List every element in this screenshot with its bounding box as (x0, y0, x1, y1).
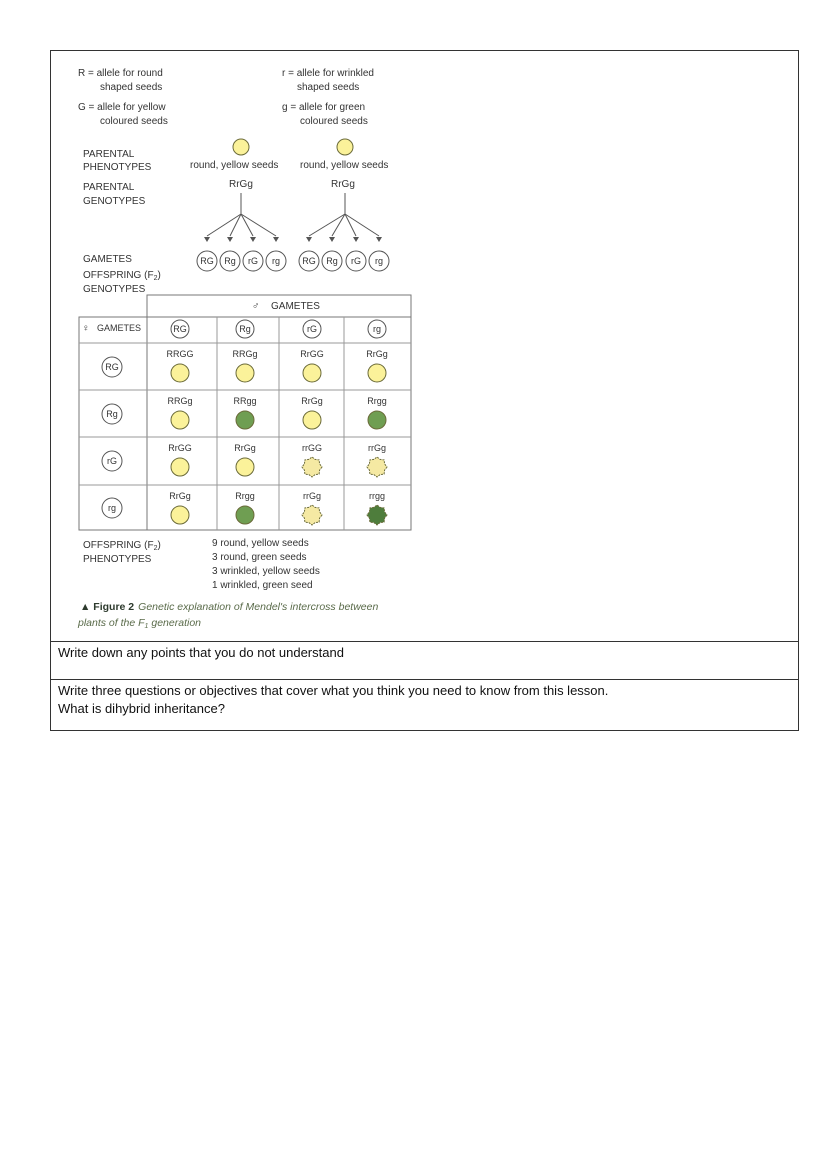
gamete-label: RG (173, 324, 187, 334)
round-green-seed-icon (368, 411, 386, 429)
gametes-label: GAMETES (83, 254, 132, 265)
round-green-seed-icon (236, 506, 254, 524)
wrinkled-yellow-seed-icon (302, 505, 322, 525)
cell-genotype: RrGg (301, 396, 323, 406)
male-symbol: ♂ (252, 301, 260, 312)
female-symbol: ♀ (82, 323, 90, 334)
gamete-branch-arrows (207, 193, 379, 236)
round-yellow-seed-icon (368, 364, 386, 382)
parent1-phenotype: round, yellow seeds (190, 160, 279, 171)
legend-G-line2: coloured seeds (100, 116, 168, 127)
cell-genotype: RrGg (234, 443, 256, 453)
cell-genotype: RRGg (167, 396, 193, 406)
gamete-label: rG (248, 256, 258, 266)
parental-phenotypes-label-2: PHENOTYPES (83, 162, 152, 173)
ratio-line-3: 3 wrinkled, yellow seeds (212, 566, 320, 577)
cell-genotype: rrGG (302, 443, 322, 453)
cell-genotype: RRgg (233, 396, 257, 406)
allele-legend (78, 68, 374, 127)
round-yellow-seed-icon (171, 364, 189, 382)
legend-g-line2: coloured seeds (300, 116, 368, 127)
cell-genotype: rrGg (303, 491, 321, 501)
parent2-phenotype: round, yellow seeds (300, 160, 389, 171)
gamete-label: rg (271, 256, 281, 266)
gamete-label: rg (374, 256, 384, 266)
offspring-phenotypes-label-2: PHENOTYPES (83, 554, 152, 565)
cell-genotype: RRGG (166, 349, 194, 359)
wrinkled-yellow-seed-icon (367, 457, 387, 477)
gamete-label: rg (372, 324, 382, 334)
cell-genotype: rrgg (368, 491, 386, 501)
cell-genotype: RrGg (366, 349, 388, 359)
parent2-genotype: RrGg (331, 179, 355, 190)
figure-caption-line2: plants of the F1 generation (78, 617, 201, 630)
round-yellow-seed-icon (171, 458, 189, 476)
questions-prompt: Write three questions or objectives that cover what you think you need to know from this lesson. (58, 683, 609, 698)
cell-genotype: RRGg (232, 349, 258, 359)
wrinkled-yellow-seed-icon (302, 457, 322, 477)
cell-genotype: RrGg (169, 491, 191, 501)
parent-seed-icon (233, 139, 249, 155)
gamete-label: RG (302, 256, 316, 266)
ratio-line-4: 1 wrinkled, green seed (212, 580, 313, 591)
parental-genotypes-label-1: PARENTAL (83, 182, 135, 193)
round-yellow-seed-icon (171, 411, 189, 429)
offspring-genotypes-label-2: GENOTYPES (83, 284, 146, 295)
gamete-label: rG (107, 456, 117, 466)
gamete-label: RG (105, 362, 119, 372)
legend-r-line1: r = allele for wrinkled (282, 68, 374, 79)
ratio-line-2: 3 round, green seeds (212, 552, 307, 563)
offspring-genotypes-label-1: OFFSPRING $(F_2)$ (83, 270, 161, 282)
male-gametes-header: GAMETES (271, 301, 320, 312)
gamete-label: Rg (106, 409, 118, 419)
cell-genotype: RrGG (300, 349, 324, 359)
not-understand-prompt: Write down any points that you do not understand (58, 645, 344, 660)
divider-line (50, 641, 799, 642)
offspring-phenotypes-label-1: OFFSPRING $(F_2)$ (83, 540, 161, 552)
round-yellow-seed-icon (303, 364, 321, 382)
female-gametes-header: GAMETES (97, 323, 142, 333)
legend-R-line2: shaped seeds (100, 82, 163, 93)
wrinkled-green-seed-icon (367, 505, 387, 525)
legend-G-line1: G = allele for yellow (78, 102, 166, 113)
arrow-heads (204, 237, 382, 242)
gamete-label: rg (107, 503, 117, 513)
legend-r-line2: shaped seeds (297, 82, 360, 93)
divider-line (50, 679, 799, 680)
gamete-label: rG (307, 324, 317, 334)
gamete-label: Rg (224, 256, 236, 266)
parent1-genotype: RrGg (229, 179, 253, 190)
question-1: What is dihybrid inheritance? (58, 701, 225, 716)
gamete-label: Rg (239, 324, 251, 334)
cell-genotype: Rrgg (235, 491, 255, 501)
parent-seed-icon (337, 139, 353, 155)
parental-genotypes-label-2: GENOTYPES (83, 196, 146, 207)
legend-g-line1: g = allele for green (282, 102, 366, 113)
cell-genotype: Rrgg (367, 396, 387, 406)
gamete-row (197, 251, 389, 271)
round-green-seed-icon (236, 411, 254, 429)
round-yellow-seed-icon (171, 506, 189, 524)
round-yellow-seed-icon (236, 458, 254, 476)
gamete-label: rG (351, 256, 361, 266)
round-yellow-seed-icon (303, 411, 321, 429)
cell-genotype: RrGG (168, 443, 192, 453)
ratio-line-1: 9 round, yellow seeds (212, 538, 309, 549)
gamete-label: RG (200, 256, 214, 266)
round-yellow-seed-icon (236, 364, 254, 382)
gamete-label: Rg (326, 256, 338, 266)
punnett-square (79, 295, 411, 530)
legend-R-line1: R = allele for round (78, 68, 163, 79)
parental-phenotypes-label-1: PARENTAL (83, 149, 135, 160)
figure-caption-line1: ▲ Figure 2 Genetic explanation of Mendel's intercross between (80, 601, 379, 613)
cell-genotype: rrGg (368, 443, 386, 453)
